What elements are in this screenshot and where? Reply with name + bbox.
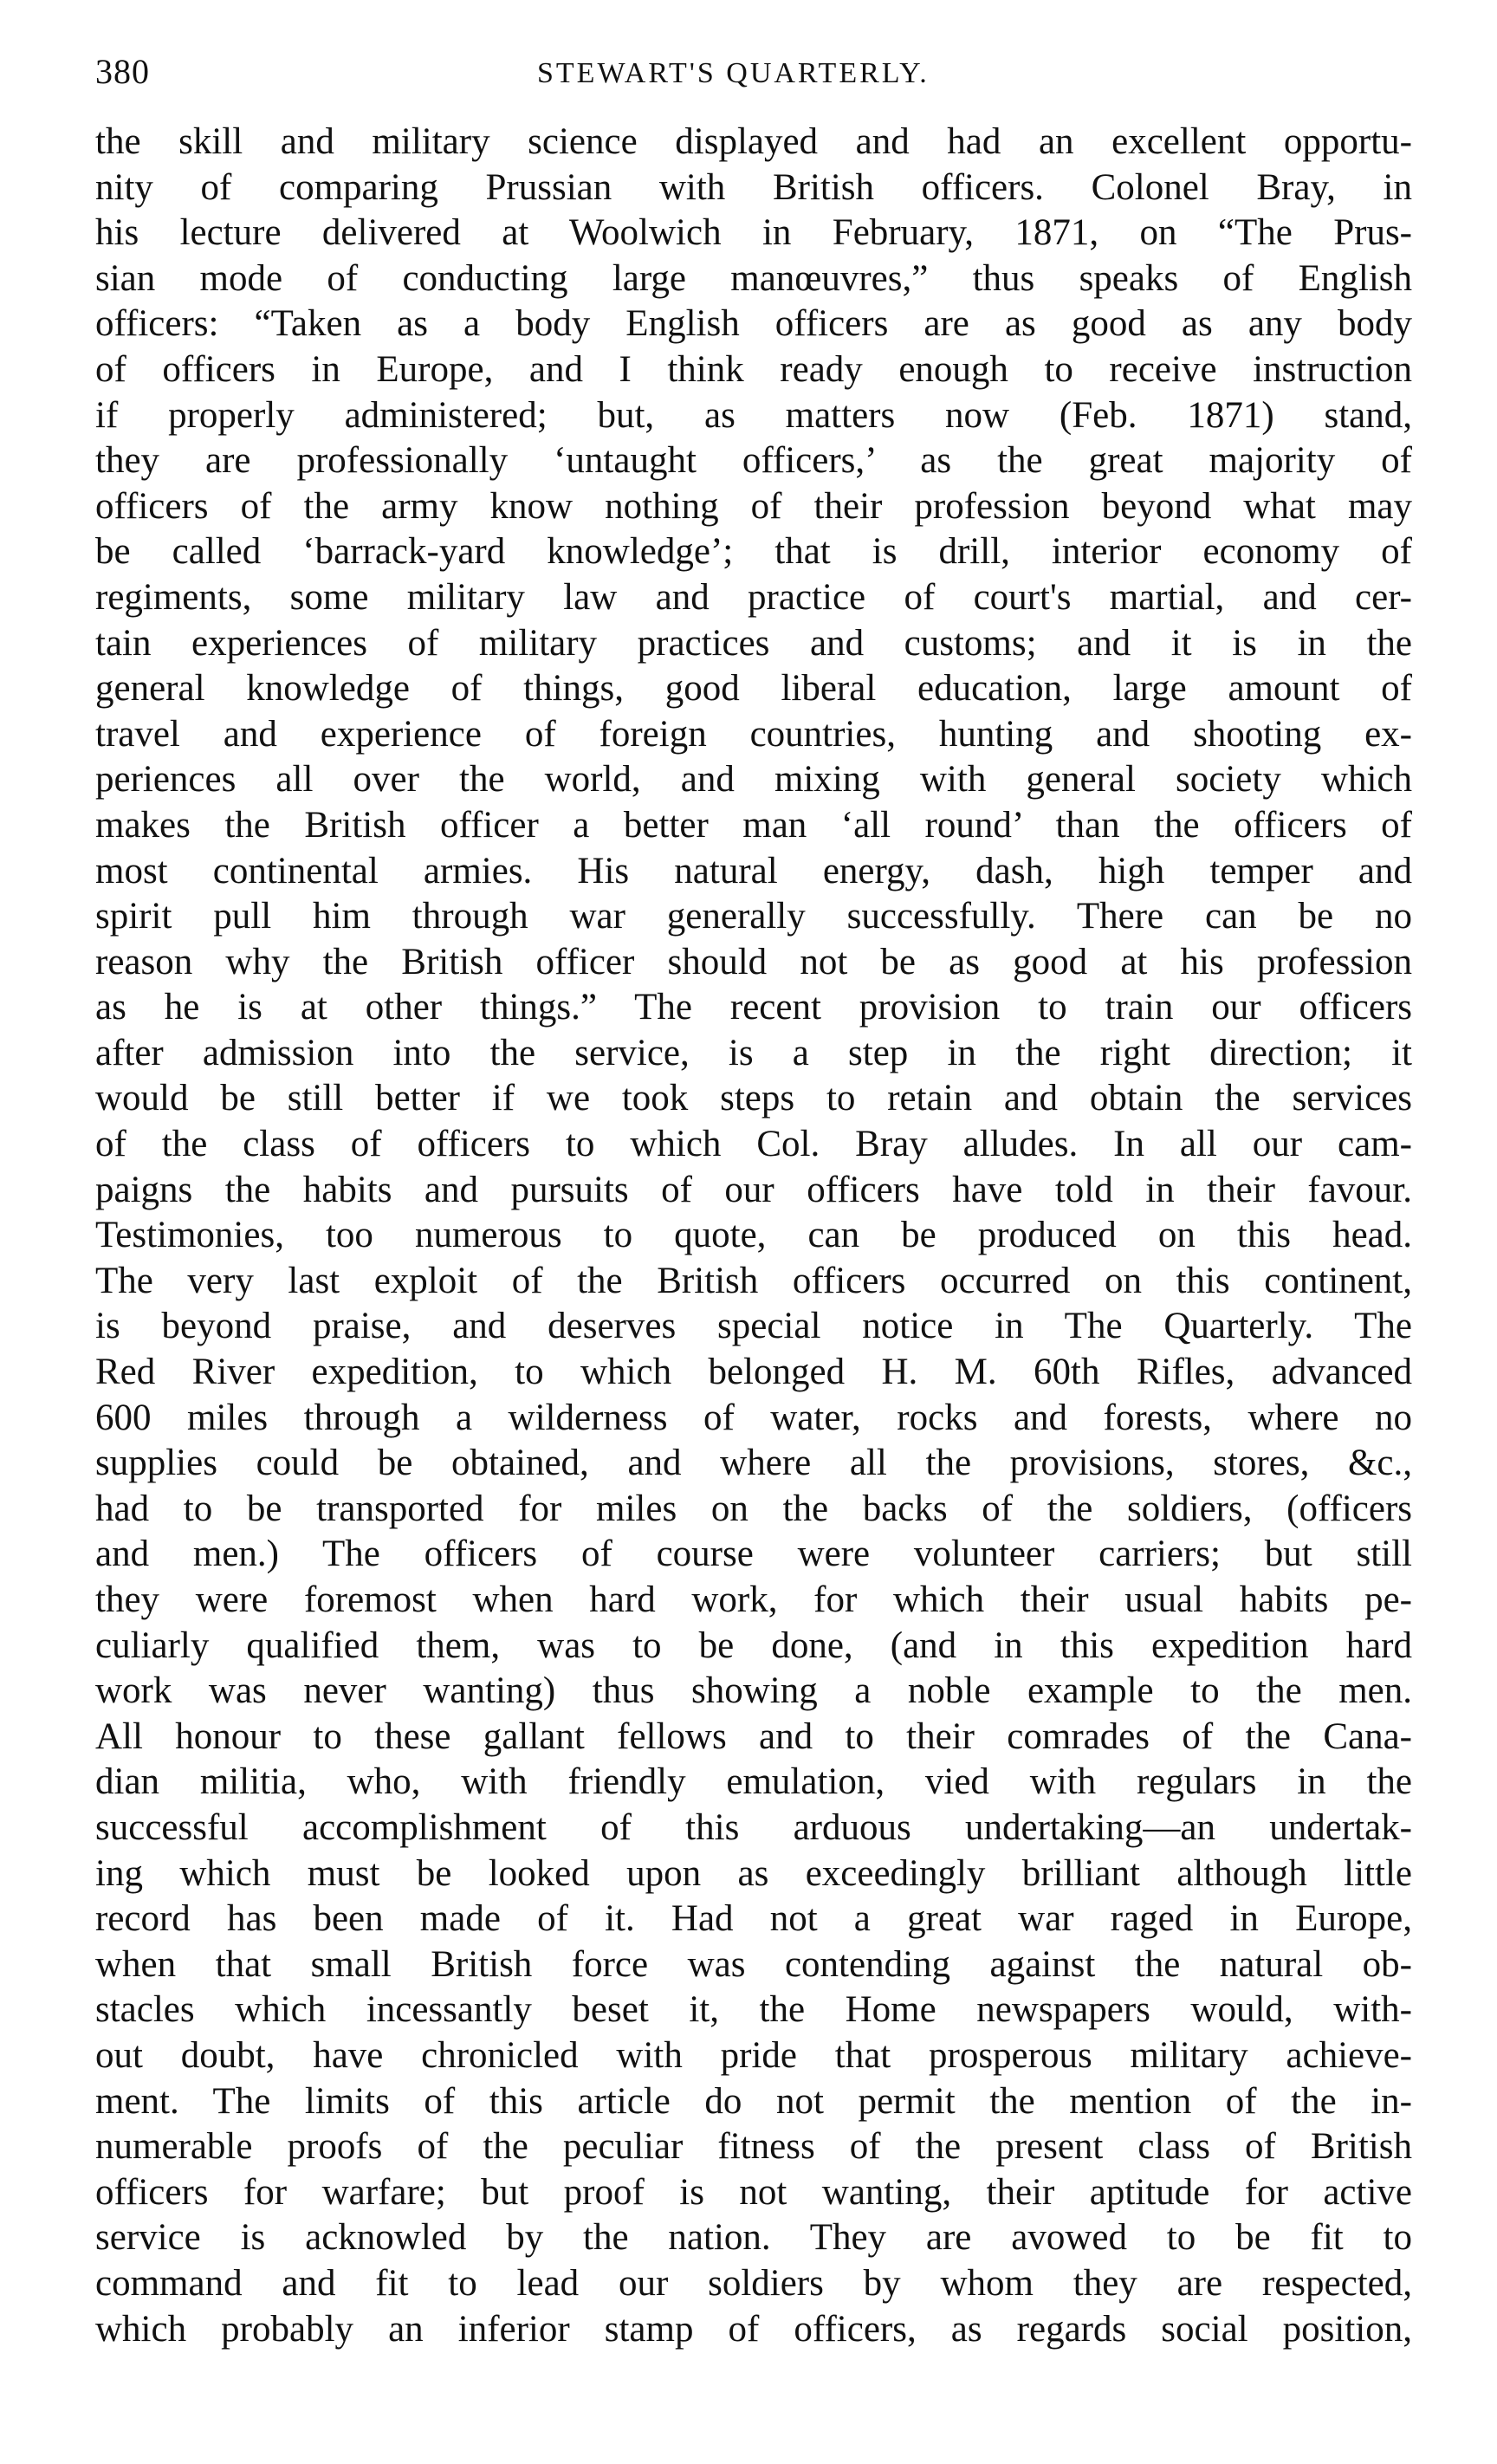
text-line: numerable proofs of the peculiar fitness of the present class of British: [95, 2126, 1412, 2168]
text-line: and men.) The officers of course were volunteer carriers; but still: [95, 1534, 1412, 1575]
running-head: [95, 49, 1410, 95]
text-line: culiarly qualified them, was to be done, (and in this expedition hard: [95, 1624, 1412, 1666]
text-line: is beyond praise, and deserves special notice in The Quarterly. The: [95, 1306, 1412, 1347]
text-line: officers: “Taken as a body English officers are as good as any body: [95, 303, 1412, 345]
text-line: All honour to these gallant fellows and to their comrades of the Cana-: [95, 1715, 1412, 1757]
text-line: ment. The limits of this article do not permit the mention of the in-: [95, 2080, 1412, 2122]
text-line: tain experiences of military practices and customs; and it is in the: [95, 622, 1412, 664]
text-line: sian mode of conducting large manœuvres,” thus speaks of English: [95, 257, 1412, 299]
text-line: 600 miles through a wilderness of water, rocks and forests, where no: [95, 1397, 1412, 1438]
text-line: most continental armies. His natural energy, dash, high temper and: [95, 850, 1412, 892]
text-line: periences all over the world, and mixing with general society which: [95, 759, 1412, 801]
text-line: they were foremost when hard work, for which their usual habits pe-: [95, 1579, 1412, 1620]
text-line: work was never wanting) thus showing a noble example to the men.: [95, 1670, 1412, 1712]
text-line: Red River expedition, to which belonged H. M. 60th Rifles, advanced: [95, 1352, 1412, 1393]
text-line: dian militia, who, with friendly emulation, vied with regulars in the: [95, 1761, 1412, 1803]
text-line: nity of comparing Prussian with British officers. Colonel Bray, in: [95, 166, 1412, 208]
text-line: stacles which incessantly beset it, the Home newspapers would, with-: [95, 1989, 1412, 2031]
text-line: makes the British officer a better man ‘all round’ than the officers of: [95, 804, 1412, 846]
text-line: which probably an inferior stamp of officers, as regards social position,: [95, 2308, 1412, 2350]
text-line: officers of the army know nothing of their profession beyond what may: [95, 485, 1412, 527]
text-line: be called ‘barrack-yard knowledge’; that is drill, interior economy of: [95, 531, 1412, 573]
text-line: regiments, some military law and practice of court's martial, and cer-: [95, 576, 1412, 618]
page-number: 380: [95, 52, 150, 91]
text-line: after admission into the service, is a step in the right direction; it: [95, 1032, 1412, 1073]
text-line: they are professionally ‘untaught officers,’ as the great majority of: [95, 440, 1412, 482]
text-line: successful accomplishment of this arduous undertaking—an undertak-: [95, 1806, 1412, 1848]
text-line: reason why the British officer should not be as good at his profession: [95, 941, 1412, 982]
text-line: The very last exploit of the British officers occurred on this continent,: [95, 1260, 1412, 1301]
text-line: of the class of officers to which Col. Bray alludes. In all our cam-: [95, 1124, 1412, 1165]
text-line: had to be transported for miles on the backs of the soldiers, (officers: [95, 1488, 1412, 1529]
journal-title: STEWART'S QUARTERLY.: [537, 57, 930, 89]
text-line: record has been made of it. Had not a great war raged in Europe,: [95, 1898, 1412, 1940]
text-line: would be still better if we took steps to retain and obtain the services: [95, 1078, 1412, 1119]
text-line: when that small British force was contending against the natural ob-: [95, 1943, 1412, 1985]
text-line: paigns the habits and pursuits of our officers have told in their favour.: [95, 1169, 1412, 1210]
text-line: as he is at other things.” The recent provision to train our officers: [95, 987, 1412, 1028]
text-line: general knowledge of things, good liberal education, large amount of: [95, 668, 1412, 710]
text-line: officers for warfare; but proof is not wanting, their aptitude for active: [95, 2171, 1412, 2213]
body-text: [95, 120, 1412, 2352]
text-line: the skill and military science displayed and had an excellent opportu-: [95, 121, 1412, 162]
text-line: command and fit to lead our soldiers by whom they are respected,: [95, 2262, 1412, 2304]
text-line: if properly administered; but, as matters now (Feb. 1871) stand,: [95, 394, 1412, 436]
text-line: supplies could be obtained, and where all the provisions, stores, &c.,: [95, 1443, 1412, 1484]
text-line: ing which must be looked upon as exceedingly brilliant although little: [95, 1852, 1412, 1894]
text-line: out doubt, have chronicled with pride that prosperous military achieve-: [95, 2034, 1412, 2076]
text-line: travel and experience of foreign countries, hunting and shooting ex-: [95, 713, 1412, 755]
text-line: spirit pull him through war generally successfully. There can be no: [95, 896, 1412, 937]
text-line: his lecture delivered at Woolwich in February, 1871, on “The Prus-: [95, 212, 1412, 254]
text-line: service is acknowled by the nation. They are avowed to be fit to: [95, 2217, 1412, 2259]
text-line: of officers in Europe, and I think ready enough to receive instruction: [95, 348, 1412, 390]
text-line: Testimonies, too numerous to quote, can be produced on this head.: [95, 1215, 1412, 1256]
